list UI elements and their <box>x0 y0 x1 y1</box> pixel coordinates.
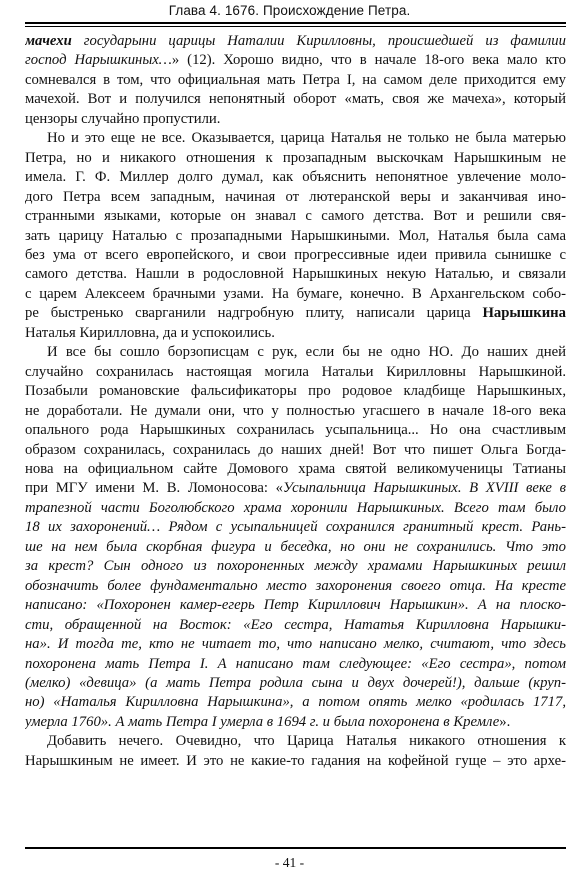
text-segment: имела. Г. Ф. Миллер долго думал, как объяснить непонятное увлечение моло- <box>25 169 566 186</box>
text-segment: но) «Наталья Кирилловна Нарышкина», а потом опять мелко «родилась 1717, <box>25 694 566 711</box>
text-segment: Добавить нечего. Очевидно, что Царица Наталья никакого отношения к <box>47 733 566 750</box>
text-line <box>25 304 566 323</box>
text-segment: мачехой. Вот и получился непонятный оборот «мать, своя же мачеха», который <box>25 91 566 108</box>
text-segment: на». И тогда те, кто не читает то, что написано мелко, считают, что здесь <box>25 636 566 653</box>
text-segment: зать царицу Наталью с прозападными Нарышкиными. Мол, Наталья была сама <box>25 227 566 244</box>
text-line <box>25 343 566 362</box>
text-segment: Усыпальница Нарышкиных. В XVIII веке в <box>282 480 566 497</box>
text-line <box>25 324 566 343</box>
text-segment: ше на нем была скорбная фигура и беседка, но они не сохранились. Что это <box>25 538 566 555</box>
page-number: - 41 - <box>274 855 305 870</box>
text-segment: дого Петра всем западным, начиная от лютеранской веры и заканчивая ино- <box>25 188 566 205</box>
text-segment: (мелко) «девица» (а мать Петра родила сына и двух дочерей!), дальше (круп- <box>25 674 566 691</box>
text-line <box>25 90 566 109</box>
text-segment: самого детства. Нашли в родословной Нарышкиных некую Наталью, и связали <box>25 266 566 283</box>
text-line <box>25 616 566 635</box>
text-line <box>25 635 566 654</box>
text-line <box>25 460 566 479</box>
text-line <box>25 265 566 284</box>
text-line <box>25 499 566 518</box>
text-segment: ре быстренько сварганили надгробную плиту, написали царица <box>25 305 483 322</box>
text-line <box>25 693 566 712</box>
text-line <box>25 402 566 421</box>
text-line <box>25 421 566 440</box>
text-segment: без ума от всего европейского, и свои прогрессивные идеи привила сынишке с <box>25 246 566 263</box>
text-line <box>25 557 566 576</box>
running-header: Глава 4. 1676. Происхождение Петра. <box>168 3 411 18</box>
text-segment: образом сохранилась, сохранилась до наших дней! Вот что пишет Ольга Богда- <box>25 441 566 458</box>
text-segment: Петра, но и никакого отношения к прозападным выскочкам Нарышкиным не <box>25 149 566 166</box>
text-line <box>25 518 566 537</box>
text-segment: 18 их захоронений… Рядом с усыпальницей сохранился гранитный крест. Рань- <box>25 519 566 536</box>
text-segment: Нарышкиным не имеет. И это не какие-то гадания на кофейной гуще – это архе- <box>25 752 566 769</box>
text-segment: опального рода Нарышкиных сохранилась усыпальница... Но она счастливым <box>25 422 566 439</box>
text-line <box>25 479 566 498</box>
text-line <box>25 538 566 557</box>
text-segment: написано: «Похоронен камер-егерь Петр Кириллович Нарышкин». А на плоско- <box>25 597 566 614</box>
text-line <box>25 227 566 246</box>
text-line <box>25 149 566 168</box>
text-line <box>25 577 566 596</box>
text-segment: умерла 1760». А мать Петра I умерла в 1694 г. и была похоронена в Кремле <box>25 713 500 730</box>
body-text <box>25 32 566 771</box>
text-line <box>25 51 566 70</box>
text-line <box>25 32 566 51</box>
text-line <box>25 732 566 751</box>
footer-rule <box>25 847 566 849</box>
text-line <box>25 71 566 90</box>
text-line <box>25 655 566 674</box>
text-segment: мачехи <box>25 33 72 49</box>
text-line <box>25 110 566 129</box>
text-segment: за крест? Сын одного из похороненных между храмами Нарышкиных решил <box>25 558 566 575</box>
text-line <box>25 246 566 265</box>
text-segment: ». <box>499 713 511 730</box>
text-segment: Позабыли романовские фальсификаторы про родовое кладбище Нарышкиных, <box>25 383 566 400</box>
text-segment: обозначить более фундаментально место захоронения своего отца. На кресте <box>25 577 566 594</box>
text-line <box>25 752 566 771</box>
text-segment: похоронена мать Петра I. А написано там следующее: «Его сестра», потом <box>25 655 566 672</box>
text-segment: при МГУ имени М. В. Ломоносова: « <box>25 480 283 497</box>
text-line <box>25 441 566 460</box>
text-line <box>25 674 566 693</box>
text-line <box>25 713 566 732</box>
text-line <box>25 285 566 304</box>
text-segment: нова на официальном сайте Домового храма святой великомученицы Татианы <box>25 460 566 477</box>
text-segment: » (12). Хорошо видно, что в начале 18-ого века мало кто <box>171 52 566 69</box>
text-line <box>25 188 566 207</box>
text-line <box>25 382 566 401</box>
text-line <box>25 207 566 226</box>
text-segment: с царем Алексеем брачными узами. На бумаге, конечно. В Архангельском собо- <box>25 285 566 302</box>
text-line <box>25 168 566 187</box>
text-line <box>25 129 566 148</box>
text-segment: не доработали. Не думали они, что у полностью угасшего в начале 18-ого века <box>25 402 566 419</box>
text-segment: И все бы сошло борзописцам с рук, если бы не одно НО. До наших дней <box>47 344 566 361</box>
text-segment: Нарышкина <box>482 305 566 322</box>
text-segment: цензоры случайно пропустили. <box>25 110 221 127</box>
text-line <box>25 363 566 382</box>
text-segment: случайно сохранилась настоящая могила Натальи Кирилловны Нарышкиной. <box>25 363 566 380</box>
text-segment: государыни царицы Наталии Кирилловны, происшедшей из фамилии <box>71 33 566 49</box>
text-line <box>25 596 566 615</box>
text-segment: Но и это еще не все. Оказывается, царица Наталья не только не была матерью <box>47 130 566 147</box>
text-segment: трапезной части Боголюбского храма хоронили Нарышкиных. Всего там было <box>25 499 566 516</box>
header-rule <box>25 22 566 24</box>
text-segment: странными языками, которые он знавал с самого детства. Вот и решили свя- <box>25 208 566 225</box>
header-rule-thin <box>25 26 566 27</box>
text-segment: господ Нарышкиных… <box>25 52 172 69</box>
text-segment: Наталья Кирилловна, да и успокоились. <box>25 324 275 341</box>
text-segment: сомневался в том, что официальная мать Петра I, на самом деле приходится ему <box>25 71 566 88</box>
text-segment: сти, обращенной на Восток: «Его сестра, Нататья Кирилловна Нарышки- <box>25 616 566 633</box>
